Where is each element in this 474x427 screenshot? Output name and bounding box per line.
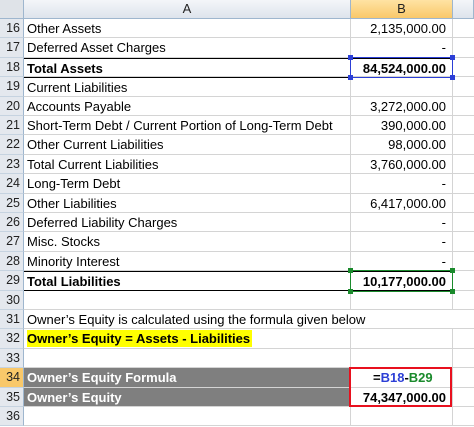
row-header[interactable]: 22 <box>0 135 24 154</box>
cell-c34[interactable] <box>453 368 474 387</box>
cell-c25[interactable] <box>453 194 474 213</box>
cell-c24[interactable] <box>453 174 474 193</box>
cell-b28[interactable]: - <box>351 252 453 271</box>
row-header[interactable]: 33 <box>0 349 24 368</box>
cell-c27[interactable] <box>453 232 474 251</box>
row-23 <box>0 155 474 174</box>
row-30 <box>0 291 474 310</box>
reference-handle[interactable] <box>348 268 353 273</box>
cell-a31[interactable]: Owner’s Equity is calculated using the formula given below <box>24 310 474 329</box>
row-header[interactable]: 28 <box>0 252 24 271</box>
cell-a34[interactable]: Owner’s Equity Formula <box>24 368 351 387</box>
cell-b18[interactable]: 84,524,000.00 <box>351 58 453 77</box>
select-all-corner[interactable] <box>0 0 24 19</box>
cell-a36[interactable] <box>24 407 351 426</box>
row-26 <box>0 213 474 232</box>
cell-b22[interactable]: 98,000.00 <box>351 135 453 154</box>
cell-b17[interactable]: - <box>351 38 453 57</box>
cell-b34-formula[interactable] <box>351 368 453 387</box>
row-header[interactable]: 36 <box>0 407 24 426</box>
cell-c22[interactable] <box>453 135 474 154</box>
column-header-b[interactable]: B <box>351 0 453 19</box>
row-16 <box>0 19 474 38</box>
column-header-c[interactable] <box>453 0 474 19</box>
cell-c33[interactable] <box>453 349 474 368</box>
column-header-row <box>0 0 474 19</box>
cell-a33[interactable] <box>24 349 351 368</box>
cell-c19[interactable] <box>453 77 474 96</box>
cell-b36[interactable] <box>351 407 453 426</box>
row-33 <box>0 349 474 368</box>
row-22 <box>0 135 474 154</box>
row-31 <box>0 310 474 329</box>
cell-b24[interactable]: - <box>351 174 453 193</box>
row-20 <box>0 97 474 116</box>
reference-handle[interactable] <box>450 268 455 273</box>
row-header[interactable]: 27 <box>0 232 24 251</box>
cell-a16[interactable]: Other Assets <box>24 19 351 38</box>
row-32 <box>0 329 474 348</box>
row-35 <box>0 388 474 407</box>
cell-a17[interactable]: Deferred Asset Charges <box>24 38 351 57</box>
reference-handle[interactable] <box>450 55 455 60</box>
row-header[interactable]: 26 <box>0 213 24 232</box>
cell-b16[interactable]: 2,135,000.00 <box>351 19 453 38</box>
cell-a30[interactable] <box>24 291 351 310</box>
cell-b21[interactable]: 390,000.00 <box>351 116 453 135</box>
column-header-a[interactable]: A <box>24 0 351 19</box>
cell-c17[interactable] <box>453 38 474 57</box>
cell-a35[interactable]: Owner’s Equity <box>24 388 351 407</box>
cell-c18[interactable] <box>453 58 474 77</box>
cell-a23[interactable]: Total Current Liabilities <box>24 155 351 174</box>
cell-a20[interactable]: Accounts Payable <box>24 97 351 116</box>
row-36 <box>0 407 474 426</box>
cell-c21[interactable] <box>453 116 474 135</box>
cell-a26[interactable]: Deferred Liability Charges <box>24 213 351 232</box>
cell-c36[interactable] <box>453 407 474 426</box>
cell-b25[interactable]: 6,417,000.00 <box>351 194 453 213</box>
row-28 <box>0 252 474 271</box>
row-25 <box>0 194 474 213</box>
cell-a32[interactable] <box>24 329 351 348</box>
cell-c32[interactable] <box>453 329 474 348</box>
cell-a25[interactable]: Other Liabilities <box>24 194 351 213</box>
cell-a22[interactable]: Other Current Liabilities <box>24 135 351 154</box>
highlighted-equation: Owner’s Equity = Assets - Liabilities <box>27 331 251 347</box>
cell-b30[interactable] <box>351 291 453 310</box>
cell-b20[interactable]: 3,272,000.00 <box>351 97 453 116</box>
row-34 <box>0 368 474 387</box>
row-18 <box>0 58 474 77</box>
cell-c28[interactable] <box>453 252 474 271</box>
cell-c20[interactable] <box>453 97 474 116</box>
row-17 <box>0 38 474 57</box>
cell-c35[interactable] <box>453 388 474 407</box>
row-header[interactable]: 25 <box>0 194 24 213</box>
cell-a21[interactable]: Short-Term Debt / Current Portion of Long-Term Debt <box>24 116 351 135</box>
row-header[interactable]: 18 <box>0 58 24 77</box>
cell-b32[interactable] <box>351 329 453 348</box>
row-header[interactable]: 24 <box>0 174 24 193</box>
formula-minus: - <box>404 370 409 386</box>
row-21 <box>0 116 474 135</box>
formula-ref-b29: B29 <box>408 370 433 386</box>
cell-a24[interactable]: Long-Term Debt <box>24 174 351 193</box>
row-header[interactable]: 35 <box>0 388 24 407</box>
reference-handle[interactable] <box>348 75 353 80</box>
cell-c30[interactable] <box>453 291 474 310</box>
cell-c23[interactable] <box>453 155 474 174</box>
row-24 <box>0 174 474 193</box>
row-header[interactable]: 21 <box>0 116 24 135</box>
cell-a28[interactable]: Minority Interest <box>24 252 351 271</box>
row-header[interactable]: 20 <box>0 97 24 116</box>
row-header[interactable]: 19 <box>0 77 24 96</box>
row-header[interactable]: 29 <box>0 271 24 290</box>
row-header[interactable]: 31 <box>0 310 24 329</box>
cell-a19[interactable]: Current Liabilities <box>24 77 351 96</box>
cell-c29[interactable] <box>453 271 474 290</box>
cell-b35[interactable]: 74,347,000.00 <box>351 388 453 407</box>
cell-a27[interactable]: Misc. Stocks <box>24 232 351 251</box>
cell-a29[interactable]: Total Liabilities <box>24 271 351 290</box>
cell-b19[interactable] <box>351 77 453 96</box>
cell-b23[interactable]: 3,760,000.00 <box>351 155 453 174</box>
cell-b26[interactable]: - <box>351 213 453 232</box>
reference-handle[interactable] <box>450 289 455 294</box>
cell-c26[interactable] <box>453 213 474 232</box>
cell-b33[interactable] <box>351 349 453 368</box>
cell-b29[interactable]: 10,177,000.00 <box>351 271 453 290</box>
row-header[interactable]: 30 <box>0 291 24 310</box>
reference-handle[interactable] <box>348 289 353 294</box>
cell-c16[interactable] <box>453 19 474 38</box>
row-header[interactable]: 16 <box>0 19 24 38</box>
formula-equals: = <box>373 370 381 386</box>
row-header[interactable]: 32 <box>0 329 24 348</box>
cell-a18[interactable]: Total Assets <box>24 58 351 77</box>
formula-ref-b18: B18 <box>380 370 405 386</box>
row-29 <box>0 271 474 290</box>
row-header[interactable]: 23 <box>0 155 24 174</box>
row-header[interactable]: 34 <box>0 368 24 387</box>
row-27 <box>0 232 474 251</box>
row-header[interactable]: 17 <box>0 38 24 57</box>
row-19 <box>0 77 474 96</box>
reference-handle[interactable] <box>348 55 353 60</box>
reference-handle[interactable] <box>450 75 455 80</box>
cell-b27[interactable]: - <box>351 232 453 251</box>
